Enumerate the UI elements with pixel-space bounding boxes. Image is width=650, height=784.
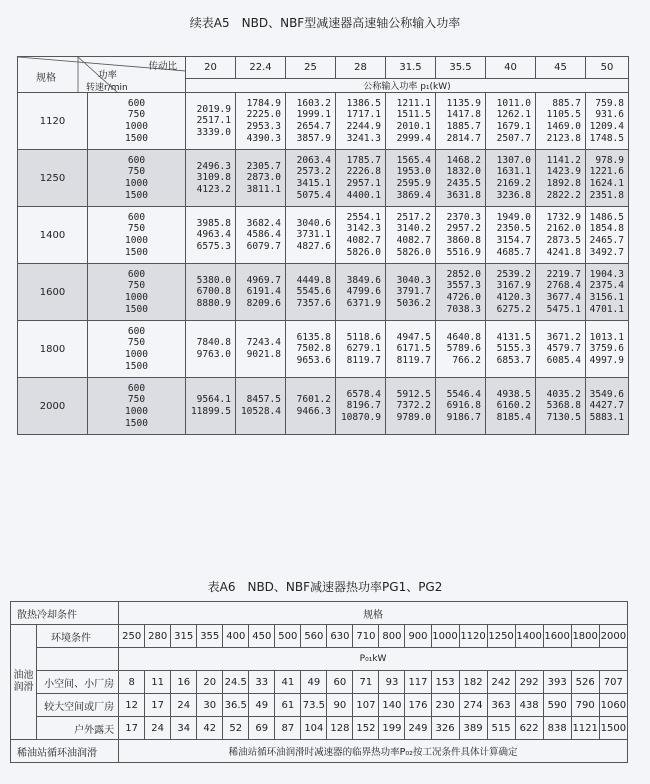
value-cell: 4947.5 6171.5 8119.7 — [386, 321, 436, 378]
table-row — [11, 694, 628, 717]
table-row — [18, 264, 629, 321]
speed-label: 转速r/min — [86, 83, 128, 93]
speeds-cell: 600 750 1000 1500 — [88, 264, 186, 321]
size-header: 280 — [145, 625, 171, 648]
value-cell: 438 — [515, 694, 543, 717]
table-row — [18, 378, 629, 435]
ratio-header: 35.5 — [436, 57, 486, 79]
value-cell: 4938.5 6160.2 8185.4 — [486, 378, 536, 435]
ratio-header: 45 — [536, 57, 586, 79]
header-diagonal-cell — [18, 57, 186, 93]
speeds-cell: 600 750 1000 1500 — [88, 93, 186, 150]
value-cell: 33 — [249, 671, 275, 694]
value-cell: 17 — [119, 717, 145, 740]
value-cell: 140 — [379, 694, 405, 717]
value-cell: 1307.0 1631.1 2169.2 3236.8 — [486, 150, 536, 207]
value-cell: 1732.9 2162.0 2873.5 4241.8 — [536, 207, 586, 264]
value-cell: 978.9 1221.6 1624.1 2351.8 — [586, 150, 629, 207]
value-cell: 5118.6 6279.1 8119.7 — [336, 321, 386, 378]
value-cell: 389 — [459, 717, 487, 740]
value-cell: 2496.3 3109.8 4123.2 — [186, 150, 236, 207]
value-cell: 52 — [223, 717, 249, 740]
size-header: 900 — [405, 625, 431, 648]
cooling-label: 散热冷却条件 — [11, 602, 119, 625]
value-cell: 3671.2 4579.7 6085.4 — [536, 321, 586, 378]
speeds-cell: 600 750 1000 1500 — [88, 150, 186, 207]
value-cell: 590 — [543, 694, 571, 717]
value-cell: 274 — [459, 694, 487, 717]
value-cell: 1784.9 2225.0 2953.3 4390.3 — [236, 93, 286, 150]
value-cell: 8 — [119, 671, 145, 694]
ratio-header: 31.5 — [386, 57, 436, 79]
value-cell: 30 — [197, 694, 223, 717]
value-cell: 1135.9 1417.8 1885.7 2814.7 — [436, 93, 486, 150]
value-cell: 2539.2 3167.9 4120.3 6275.2 — [486, 264, 536, 321]
value-cell: 7243.4 9021.8 — [236, 321, 286, 378]
value-cell: 885.7 1105.5 1469.0 2123.8 — [536, 93, 586, 150]
value-cell: 622 — [515, 717, 543, 740]
value-cell: 1141.2 1423.9 1892.8 2822.2 — [536, 150, 586, 207]
size-header: 800 — [379, 625, 405, 648]
value-cell: 5380.0 6700.8 8880.9 — [186, 264, 236, 321]
value-cell: 24 — [171, 694, 197, 717]
value-cell: 9564.1 11899.5 — [186, 378, 236, 435]
value-cell: 2063.4 2573.2 3415.1 5075.4 — [286, 150, 336, 207]
value-cell: 11 — [145, 671, 171, 694]
unit-label: P₀₁kW — [119, 648, 628, 671]
table2-title: 表A6 NBD、NBF减速器热功率PG1、PG2 — [207, 580, 443, 594]
size-header: 2000 — [599, 625, 627, 648]
value-cell: 6135.8 7502.8 9653.6 — [286, 321, 336, 378]
thermal-power-table — [10, 601, 628, 763]
value-cell: 128 — [327, 717, 353, 740]
oil-label: 油池 润滑 — [11, 625, 37, 740]
value-cell: 3985.8 4963.4 6575.3 — [186, 207, 236, 264]
power-label: 功率 — [98, 70, 118, 81]
table1-title: 续表A5 NBD、NBF型减速器高速轴公称输入功率 — [189, 16, 461, 30]
ratio-header: 20 — [186, 57, 236, 79]
value-cell: 49 — [249, 694, 275, 717]
value-cell: 242 — [487, 671, 515, 694]
value-cell: 1486.5 1854.8 2465.7 3492.7 — [586, 207, 629, 264]
ratio-header: 28 — [336, 57, 386, 79]
value-cell: 69 — [249, 717, 275, 740]
value-cell: 1060 — [599, 694, 627, 717]
value-cell: 4969.7 6191.4 8209.6 — [236, 264, 286, 321]
value-cell: 3682.4 4586.4 6079.7 — [236, 207, 286, 264]
value-cell: 36.5 — [223, 694, 249, 717]
value-cell: 7840.8 9763.0 — [186, 321, 236, 378]
speeds-cell: 600 750 1000 1500 — [88, 207, 186, 264]
table-row — [11, 671, 628, 694]
value-cell: 199 — [379, 717, 405, 740]
value-cell: 8457.5 10528.4 — [236, 378, 286, 435]
value-cell: 1011.0 1262.1 1679.1 2507.7 — [486, 93, 536, 150]
value-cell: 1013.1 3759.6 4997.9 — [586, 321, 629, 378]
value-cell: 515 — [487, 717, 515, 740]
blank-cell — [37, 648, 119, 671]
value-cell: 5912.5 7372.2 9789.0 — [386, 378, 436, 435]
size-header: 1000 — [431, 625, 459, 648]
value-cell: 2219.7 2768.4 3677.4 5475.1 — [536, 264, 586, 321]
speeds-cell: 600 750 1000 1500 — [88, 378, 186, 435]
value-cell: 3040.6 3731.1 4827.6 — [286, 207, 336, 264]
size-header: 500 — [275, 625, 301, 648]
circ-note: 稀油站循环油润滑时减速器的临界热功率P₀₂按工况条件具体计算确定 — [119, 740, 628, 763]
size-cell: 1600 — [18, 264, 88, 321]
value-cell: 20 — [197, 671, 223, 694]
value-cell: 2370.3 2957.2 3860.8 5516.9 — [436, 207, 486, 264]
value-cell: 87 — [275, 717, 301, 740]
value-cell: 176 — [405, 694, 431, 717]
size-label-2: 规格 — [119, 602, 628, 625]
value-cell: 1949.0 2350.5 3154.7 4685.7 — [486, 207, 536, 264]
env-row-label: 户外露天 — [37, 717, 119, 740]
value-cell: 153 — [431, 671, 459, 694]
value-cell: 707 — [599, 671, 627, 694]
table-row — [18, 150, 629, 207]
size-cell: 1120 — [18, 93, 88, 150]
value-cell: 2305.7 2873.0 3811.1 — [236, 150, 286, 207]
size-cell: 2000 — [18, 378, 88, 435]
size-header: 630 — [327, 625, 353, 648]
ratio-label: 传动比 — [148, 61, 177, 72]
value-cell: 5546.4 6916.8 9186.7 — [436, 378, 486, 435]
value-cell: 1121 — [571, 717, 599, 740]
value-cell: 4640.8 5789.6 766.2 — [436, 321, 486, 378]
value-cell: 17 — [145, 694, 171, 717]
circ-label: 稀油站循环油润滑 — [11, 740, 119, 763]
value-cell: 41 — [275, 671, 301, 694]
value-cell: 34 — [171, 717, 197, 740]
value-cell: 1785.7 2226.8 2957.1 4400.1 — [336, 150, 386, 207]
env-row-label: 小空间、小厂房 — [37, 671, 119, 694]
value-cell: 24 — [145, 717, 171, 740]
value-cell: 4131.5 5155.3 6853.7 — [486, 321, 536, 378]
value-cell: 152 — [353, 717, 379, 740]
value-cell: 42 — [197, 717, 223, 740]
value-cell: 790 — [571, 694, 599, 717]
size-header: 1120 — [459, 625, 487, 648]
value-cell: 230 — [431, 694, 459, 717]
value-cell: 393 — [543, 671, 571, 694]
value-cell: 3549.6 4427.7 5883.1 — [586, 378, 629, 435]
size-cell: 1250 — [18, 150, 88, 207]
value-cell: 1386.5 1717.1 2244.9 3241.3 — [336, 93, 386, 150]
value-cell: 1211.1 1511.5 2010.1 2999.4 — [386, 93, 436, 150]
value-cell: 107 — [353, 694, 379, 717]
table-row — [18, 207, 629, 264]
value-cell: 2852.0 3557.3 4726.0 7038.3 — [436, 264, 486, 321]
value-cell: 3849.6 4799.6 6371.9 — [336, 264, 386, 321]
value-cell: 7601.2 9466.3 — [286, 378, 336, 435]
table-row — [18, 321, 629, 378]
value-cell: 326 — [431, 717, 459, 740]
size-cell: 1800 — [18, 321, 88, 378]
value-cell: 93 — [379, 671, 405, 694]
size-header: 400 — [223, 625, 249, 648]
ratio-header: 22.4 — [236, 57, 286, 79]
value-cell: 6578.4 8196.7 10870.9 — [336, 378, 386, 435]
size-header: 450 — [249, 625, 275, 648]
size-header: 355 — [197, 625, 223, 648]
value-cell: 182 — [459, 671, 487, 694]
speeds-cell: 600 750 1000 1500 — [88, 321, 186, 378]
size-header: 1800 — [571, 625, 599, 648]
size-header: 1600 — [543, 625, 571, 648]
value-cell: 60 — [327, 671, 353, 694]
size-cell: 1400 — [18, 207, 88, 264]
value-cell: 49 — [301, 671, 327, 694]
env-row-label: 较大空间或厂房 — [37, 694, 119, 717]
value-cell: 61 — [275, 694, 301, 717]
size-header: 560 — [301, 625, 327, 648]
value-cell: 104 — [301, 717, 327, 740]
size-label: 规格 — [36, 73, 56, 84]
value-cell: 1468.2 1832.0 2435.5 3631.8 — [436, 150, 486, 207]
size-header: 710 — [353, 625, 379, 648]
value-cell: 73.5 — [301, 694, 327, 717]
ratio-header: 25 — [286, 57, 336, 79]
value-cell: 759.8 931.6 1209.4 1748.5 — [586, 93, 629, 150]
value-cell: 1500 — [599, 717, 627, 740]
value-cell: 117 — [405, 671, 431, 694]
size-header: 315 — [171, 625, 197, 648]
size-header: 1400 — [515, 625, 543, 648]
value-cell: 1565.4 1953.0 2595.9 3869.4 — [386, 150, 436, 207]
value-cell: 1603.2 1999.1 2654.7 3857.9 — [286, 93, 336, 150]
value-cell: 16 — [171, 671, 197, 694]
size-header: 1250 — [487, 625, 515, 648]
table-row — [11, 717, 628, 740]
value-cell: 2517.2 3140.2 4082.7 5826.0 — [386, 207, 436, 264]
value-cell: 71 — [353, 671, 379, 694]
table-row — [18, 93, 629, 150]
ratio-header: 50 — [586, 57, 629, 79]
value-cell: 1904.3 2375.4 3156.1 4701.1 — [586, 264, 629, 321]
value-cell: 4035.2 5368.8 7130.5 — [536, 378, 586, 435]
value-cell: 526 — [571, 671, 599, 694]
unit-row: 公称输入功率 p₁(kW) — [186, 79, 629, 93]
value-cell: 838 — [543, 717, 571, 740]
value-cell: 4449.8 5545.6 7357.6 — [286, 264, 336, 321]
ratio-header: 40 — [486, 57, 536, 79]
env-label: 环境条件 — [37, 625, 119, 648]
value-cell: 363 — [487, 694, 515, 717]
value-cell: 90 — [327, 694, 353, 717]
value-cell: 292 — [515, 671, 543, 694]
value-cell: 24.5 — [223, 671, 249, 694]
value-cell: 12 — [119, 694, 145, 717]
input-power-table — [17, 56, 629, 435]
value-cell: 3040.3 3791.7 5036.2 — [386, 264, 436, 321]
size-header: 250 — [119, 625, 145, 648]
value-cell: 2019.9 2517.1 3339.0 — [186, 93, 236, 150]
value-cell: 249 — [405, 717, 431, 740]
value-cell: 2554.1 3142.3 4082.7 5826.0 — [336, 207, 386, 264]
